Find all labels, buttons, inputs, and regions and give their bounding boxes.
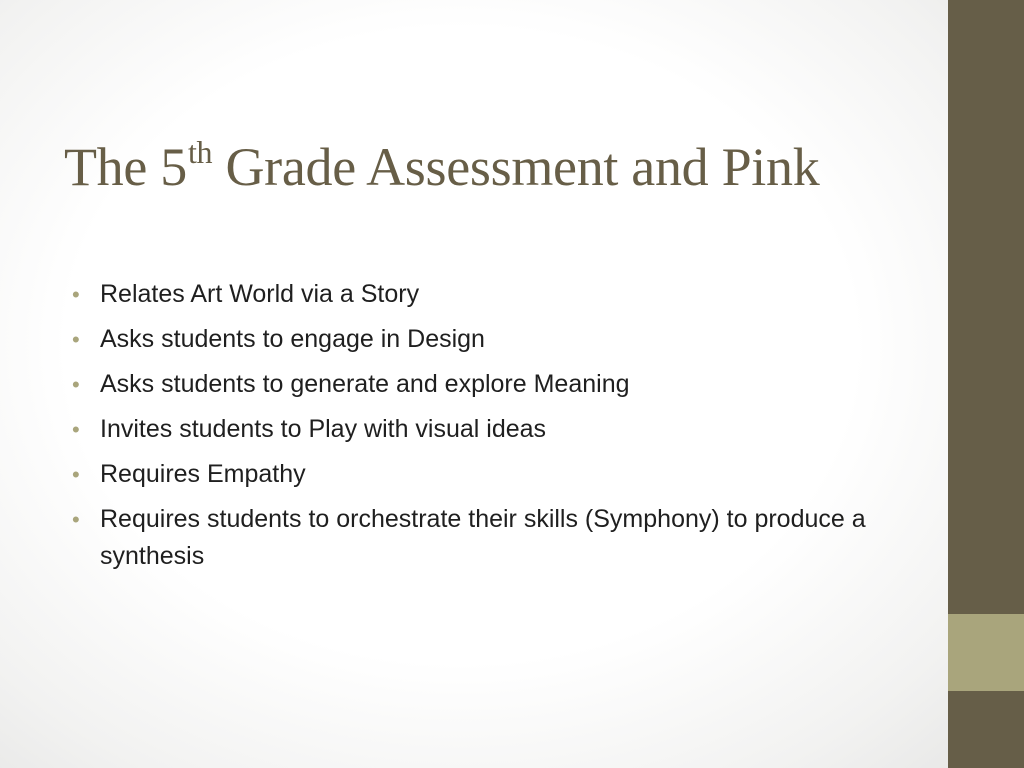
bullet-item xyxy=(72,321,872,358)
title-text-start: The 5 xyxy=(64,137,187,197)
bullet-text: Asks students to generate and explore Meaning xyxy=(100,370,630,398)
slide-title xyxy=(64,132,819,209)
bullet-dot-icon: • xyxy=(72,417,80,442)
bullet-item xyxy=(72,456,872,493)
title-text-end: Grade Assessment and Pink xyxy=(212,137,820,197)
bullet-item xyxy=(72,366,872,403)
bullet-dot-icon: • xyxy=(72,282,80,307)
bullet-item xyxy=(72,501,872,575)
bullet-text: Asks students to engage in Design xyxy=(100,325,485,353)
bullet-text: Relates Art World via a Story xyxy=(100,280,420,308)
bullet-text: Requires Empathy xyxy=(100,460,306,488)
bullet-text: Invites students to Play with visual ideas xyxy=(100,415,547,443)
bullet-dot-icon: • xyxy=(72,462,80,487)
title-superscript: th xyxy=(187,134,213,170)
decorative-sidebar-accent xyxy=(948,614,1024,691)
bullet-dot-icon: • xyxy=(72,372,80,397)
bullet-item xyxy=(72,276,872,313)
bullet-item xyxy=(72,411,872,448)
bullet-dot-icon: • xyxy=(72,327,80,352)
bullet-dot-icon: • xyxy=(72,507,80,532)
bullet-text: Requires students to orchestrate their skills (Symphony) to produce a synthesis xyxy=(100,505,866,570)
bullet-list xyxy=(72,276,872,583)
